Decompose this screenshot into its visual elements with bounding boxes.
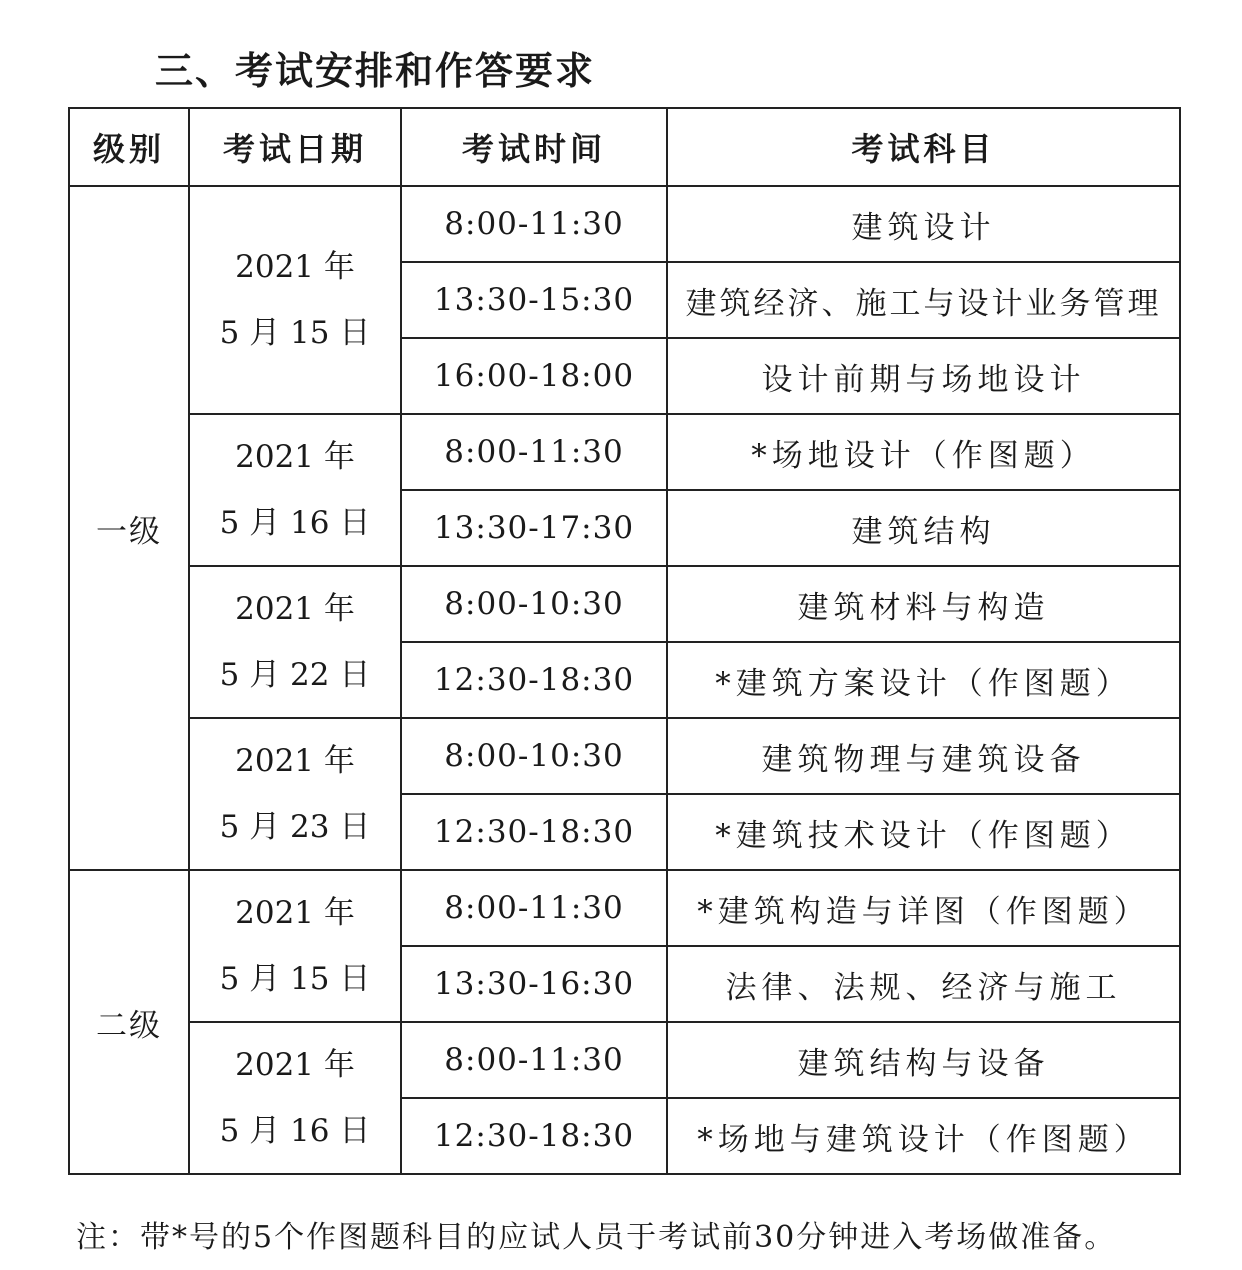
section-heading: 三、考试安排和作答要求	[155, 49, 596, 93]
table-row	[69, 566, 1180, 642]
header-time: 考试时间	[401, 108, 667, 186]
date-day: 5 月 22 日	[219, 657, 371, 693]
header-level: 级别	[69, 108, 189, 186]
time-cell: 13:30-17:30	[401, 490, 667, 566]
time-cell: 8:00-11:30	[401, 414, 667, 490]
subject-cell: 建筑结构与设备	[667, 1022, 1180, 1098]
exam-schedule-table	[68, 107, 1181, 1175]
date-day: 5 月 16 日	[219, 1113, 371, 1149]
date-year: 2021 年	[235, 439, 355, 475]
time-cell: 12:30-18:30	[401, 1098, 667, 1174]
table-row	[69, 186, 1180, 262]
date-cell	[189, 186, 401, 414]
footnote: 注：带*号的5个作图题科目的应试人员于考试前30分钟进入考场做准备。	[76, 1220, 1117, 1255]
date-year: 2021 年	[235, 895, 355, 931]
date-year: 2021 年	[235, 1047, 355, 1083]
subject-cell: *建筑方案设计（作图题）	[667, 642, 1180, 718]
date-year: 2021 年	[235, 591, 355, 627]
time-cell: 13:30-15:30	[401, 262, 667, 338]
header-row	[69, 108, 1180, 186]
subject-cell: *场地设计（作图题）	[667, 414, 1180, 490]
header-subject: 考试科目	[667, 108, 1180, 186]
time-cell: 8:00-10:30	[401, 718, 667, 794]
date-day: 5 月 23 日	[219, 809, 371, 845]
table-row	[69, 1022, 1180, 1098]
subject-cell: 法律、法规、经济与施工	[667, 946, 1180, 1022]
time-cell: 8:00-11:30	[401, 1022, 667, 1098]
table-row	[69, 414, 1180, 490]
table-row	[69, 718, 1180, 794]
date-year: 2021 年	[235, 743, 355, 779]
subject-cell: 建筑设计	[667, 186, 1180, 262]
subject-cell: 建筑物理与建筑设备	[667, 718, 1180, 794]
time-cell: 8:00-10:30	[401, 566, 667, 642]
subject-cell: 建筑结构	[667, 490, 1180, 566]
subject-cell: *建筑构造与详图（作图题）	[667, 870, 1180, 946]
time-cell: 8:00-11:30	[401, 870, 667, 946]
date-day: 5 月 15 日	[219, 315, 371, 351]
header-date: 考试日期	[189, 108, 401, 186]
subject-cell: 建筑经济、施工与设计业务管理	[667, 262, 1180, 338]
time-cell: 12:30-18:30	[401, 642, 667, 718]
time-cell: 8:00-11:30	[401, 186, 667, 262]
date-day: 5 月 15 日	[219, 961, 371, 997]
level-cell: 一级	[69, 186, 189, 870]
time-cell: 16:00-18:00	[401, 338, 667, 414]
time-cell: 13:30-16:30	[401, 946, 667, 1022]
date-cell	[189, 718, 401, 870]
subject-cell: 建筑材料与构造	[667, 566, 1180, 642]
subject-cell: *建筑技术设计（作图题）	[667, 794, 1180, 870]
level-cell: 二级	[69, 870, 189, 1174]
subject-cell: 设计前期与场地设计	[667, 338, 1180, 414]
time-cell: 12:30-18:30	[401, 794, 667, 870]
date-cell	[189, 414, 401, 566]
date-cell	[189, 566, 401, 718]
date-cell	[189, 1022, 401, 1174]
date-year: 2021 年	[235, 249, 355, 285]
date-day: 5 月 16 日	[219, 505, 371, 541]
subject-cell: *场地与建筑设计（作图题）	[667, 1098, 1180, 1174]
table-row	[69, 870, 1180, 946]
date-cell	[189, 870, 401, 1022]
